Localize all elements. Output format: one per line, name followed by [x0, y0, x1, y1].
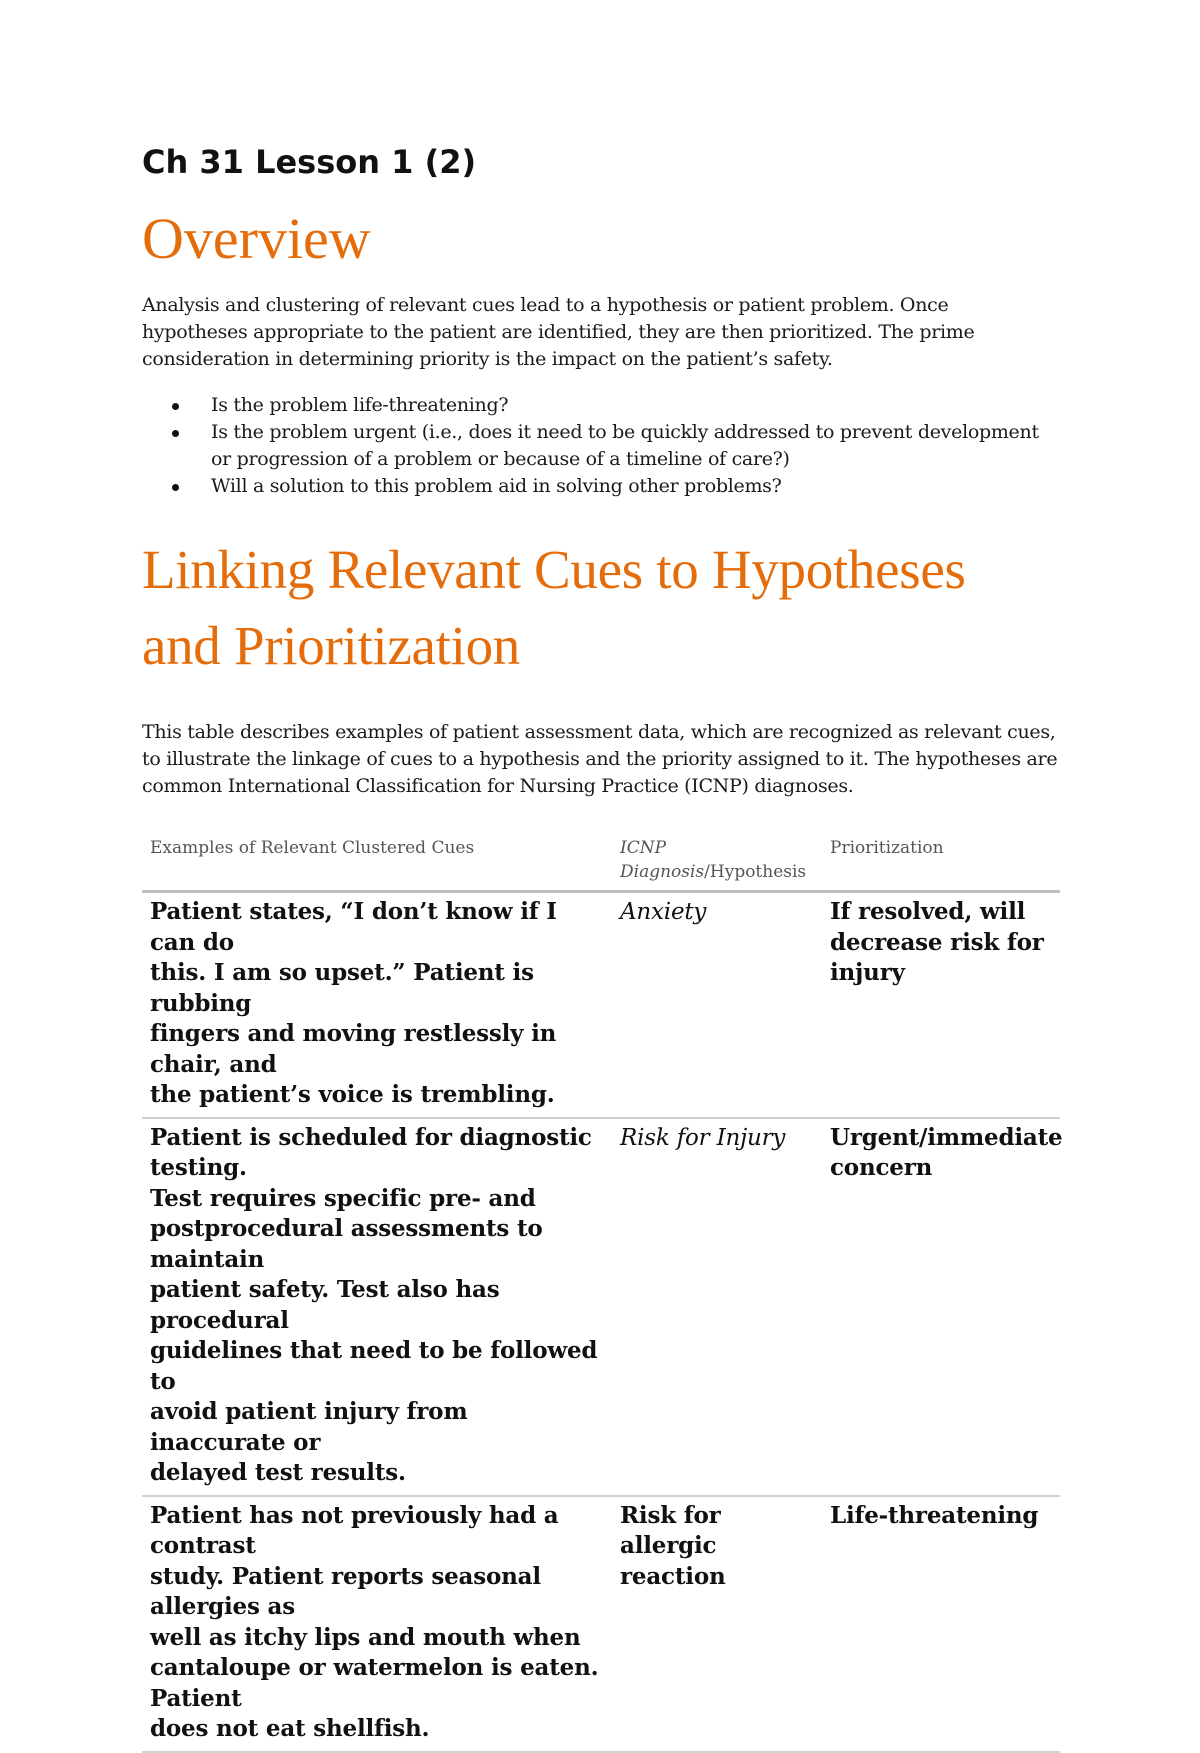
diagnosis-cell: Risk for Injury — [612, 1118, 822, 1496]
overview-line: consideration in determining priority is the impact on the patient’s safety. — [142, 348, 833, 370]
column-header-cues: Examples of Relevant Clustered Cues — [142, 830, 612, 892]
overview-paragraph — [142, 292, 1060, 373]
overview-line: Analysis and clustering of relevant cues lead to a hypothesis or patient problem. Once — [142, 294, 949, 316]
cues-cell: Patient states, “I don’t know if I can do this. I am so upset.” Patient is rubbing fingers and moving restlessly in chair, and the patient’s voice is trembling. — [142, 892, 612, 1118]
bullet-icon — [172, 403, 179, 410]
document-page — [142, 140, 1063, 1753]
cues-cell: Patient is scheduled for diagnostic testing. Test requires specific pre- and postprocedural assessments to maintain patient safety. Test also has procedural guidelines that need to be followed to avoid patient injury from inaccurate or delayed test results. — [142, 1118, 612, 1496]
linking-heading: Linking Relevant Cues to Hypotheses and Prioritization — [142, 539, 966, 676]
table-row — [142, 1118, 1060, 1496]
linking-paragraph — [142, 719, 1060, 800]
overview-heading: Overview — [142, 206, 371, 271]
list-item: Is the problem urgent (i.e., does it need to be quickly addressed to prevent development or progression of a problem or because of a timeline of care?) — [142, 419, 1060, 473]
column-header-diagnosis: ICNP Diagnosis/Hypothesis — [612, 830, 822, 892]
cues-cell: Patient has not previously had a contrast study. Patient reports seasonal allergies as well as itchy lips and mouth when cantaloupe or watermelon is eaten. Patient does not eat shellfish. — [142, 1496, 612, 1752]
list-item: Is the problem life-threatening? — [142, 392, 1060, 419]
diagnosis-cell: Anxiety — [612, 892, 822, 1118]
table-header-row — [142, 830, 1060, 892]
document-title: Ch 31 Lesson 1 (2) — [142, 143, 477, 181]
priority-cell: If resolved, will decrease risk for injury — [822, 892, 1060, 1118]
priority-cell: Life-threatening — [822, 1496, 1060, 1752]
linking-line: This table describes examples of patient assessment data, which are recognized as relevant cues, — [142, 721, 1056, 743]
list-item: Will a solution to this problem aid in solving other problems? — [142, 473, 1060, 500]
linking-line: common International Classification for Nursing Practice (ICNP) diagnoses. — [142, 775, 854, 797]
table-row — [142, 1496, 1060, 1752]
table-row — [142, 892, 1060, 1118]
priority-cell: Urgent/immediate concern — [822, 1118, 1060, 1496]
bullet-icon — [172, 484, 179, 491]
priority-questions-list — [142, 392, 1060, 500]
linking-line: to illustrate the linkage of cues to a hypothesis and the priority assigned to it. The hypotheses are — [142, 748, 1058, 770]
bullet-icon — [172, 430, 179, 437]
diagnosis-cell: Risk for allergic reaction — [612, 1496, 822, 1752]
overview-line: hypotheses appropriate to the patient are identified, they are then prioritized. The prime — [142, 321, 975, 343]
cues-table — [142, 830, 1063, 1753]
column-header-priority: Prioritization — [822, 830, 1060, 892]
